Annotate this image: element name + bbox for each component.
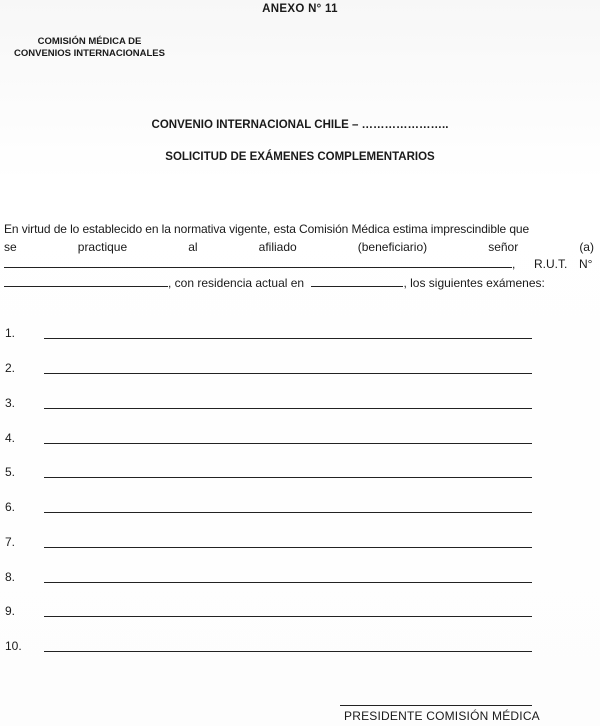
word: (beneficiario) xyxy=(357,240,428,254)
residence-field[interactable] xyxy=(311,276,403,287)
exam-item-line[interactable] xyxy=(44,616,532,617)
convenio-title: CONVENIO INTERNACIONAL CHILE – ………………….. xyxy=(151,119,449,131)
exam-item-line[interactable] xyxy=(44,582,532,583)
word: (a) xyxy=(579,240,594,254)
exam-item-number: 2. xyxy=(5,361,16,375)
rut-field[interactable] xyxy=(4,276,168,287)
rut-number-label: N° xyxy=(579,257,593,271)
rut-label: R.U.T. xyxy=(534,257,568,271)
word: afiliado xyxy=(258,240,297,254)
exam-item-number: 1. xyxy=(5,326,16,340)
request-title: SOLICITUD DE EXÁMENES COMPLEMENTARIOS xyxy=(165,151,435,163)
organization-name xyxy=(14,36,165,60)
exam-item-line[interactable] xyxy=(44,477,532,478)
paragraph-line-3 xyxy=(4,257,594,271)
exam-item-line[interactable] xyxy=(44,373,532,374)
exam-item-line[interactable] xyxy=(44,443,532,444)
exam-item-number: 10. xyxy=(5,639,22,653)
signature-label: PRESIDENTE COMISIÓN MÉDICA xyxy=(344,709,540,723)
exam-item-number: 6. xyxy=(5,500,16,514)
exam-item-number: 8. xyxy=(5,570,16,584)
word: se xyxy=(4,240,17,254)
exam-item-line[interactable] xyxy=(44,408,532,409)
word: señor xyxy=(488,240,519,254)
word: practique xyxy=(77,240,128,254)
exam-item-line[interactable] xyxy=(44,651,532,652)
exam-item-line[interactable] xyxy=(44,338,532,339)
exam-item-number: 7. xyxy=(5,535,16,549)
org-line-2: CONVENIOS INTERNACIONALES xyxy=(14,48,165,59)
paragraph-line-2 xyxy=(4,240,594,254)
signature-line[interactable] xyxy=(340,705,532,706)
exams-intro-text: , los siguientes exámenes: xyxy=(403,276,545,290)
exam-item-number: 3. xyxy=(5,396,16,410)
exam-item-number: 4. xyxy=(5,431,16,445)
exam-item-line[interactable] xyxy=(44,512,532,513)
residence-text: , con residencia actual en xyxy=(168,276,305,290)
exam-item-number: 5. xyxy=(5,465,16,479)
paragraph-line-4 xyxy=(4,276,594,290)
exam-item-number: 9. xyxy=(5,604,16,618)
word: al xyxy=(188,240,198,254)
comma: , xyxy=(512,257,516,271)
exam-item-line[interactable] xyxy=(44,547,532,548)
paragraph-line-1: En virtud de lo establecido en la normativa vigente, esta Comisión Médica estima imprescindible que xyxy=(4,222,530,236)
annex-number: ANEXO N° 11 xyxy=(262,3,338,15)
org-line-1: COMISIÓN MÉDICA DE xyxy=(37,36,142,47)
beneficiary-name-field[interactable] xyxy=(4,257,512,268)
